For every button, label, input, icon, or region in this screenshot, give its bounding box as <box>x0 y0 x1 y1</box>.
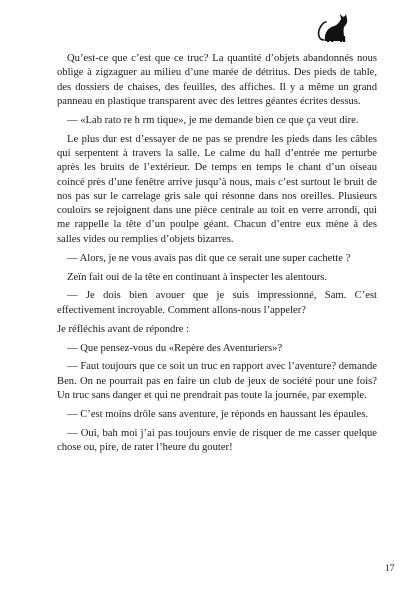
page-number: 17 <box>385 564 395 574</box>
paragraph: — «Lab rato re h rm tique», je me demande bien ce que ça veut dire. <box>67 114 359 126</box>
paragraph: — Je dois bien avouer que je suis impressionné, Sam. C’est effectivement incroyable. Comment allons-nous l’appeler? <box>57 290 377 316</box>
paragraph: — C’est moins drôle sans aventure, je réponds en haussant les épaules. <box>67 408 368 420</box>
paragraph: — Oui, bah moi j’ai pas toujours envie de risquer de me casser quelque chose ou, pire, de rater l’heure du gouter! <box>57 427 377 454</box>
paragraph: Zeïn fait oui de la tête en continuant à inspecter les alentours. <box>67 271 328 283</box>
body-text <box>57 52 377 460</box>
paragraph: — Faut toujours que ce soit un truc en rapport avec l’aventure? demande Ben. On ne pourrait pas en faire un club de jeux de société pour une fois? Un truc sans danger et qui ne prendrait pas toute la journée, par exemple. <box>57 361 377 401</box>
paragraph: Le plus dur est d’essayer de ne pas se prendre les pieds dans les câbles qui serpentent à travers la salle. Le calme du hall d’entrée me perturbe après les bruits de l’extérieur. De temps en temps le chant d’un oiseau coincé près d’une fenêtre arrive jusqu’à nous, mais c’est surtout le bruit de nos pas sur le carrelage gris sale qui résonne dans nos oreilles. Plusieurs couloirs se rejoignent dans une pièce centrale au toit en verre arrondi, qui me rappelle la tête d’un poulpe géant. Chacun d’entre eux mène à des salles vides ou remplies d’objets bizarres. <box>57 133 377 245</box>
paragraph: — Que pensez-vous du «Repère des Aventuriers»? <box>67 342 283 354</box>
paragraph: Je réfléchis avant de répondre : <box>57 323 190 335</box>
paragraph: Qu’est-ce que c’est que ce truc? La quantité d’objets abandonnés nous oblige à zigzaguer au milieu d’une marée de détritus. Des pieds de table, des dossiers de chaises, des feuilles, des affiches. Il y a même un grand panneau en plastique transparent avec des lettres géantes écrites dessus. <box>57 53 377 107</box>
cat-icon <box>314 10 350 44</box>
paragraph: — Alors, je ne vous avais pas dit que ce serait une super cachette ? <box>67 252 351 264</box>
